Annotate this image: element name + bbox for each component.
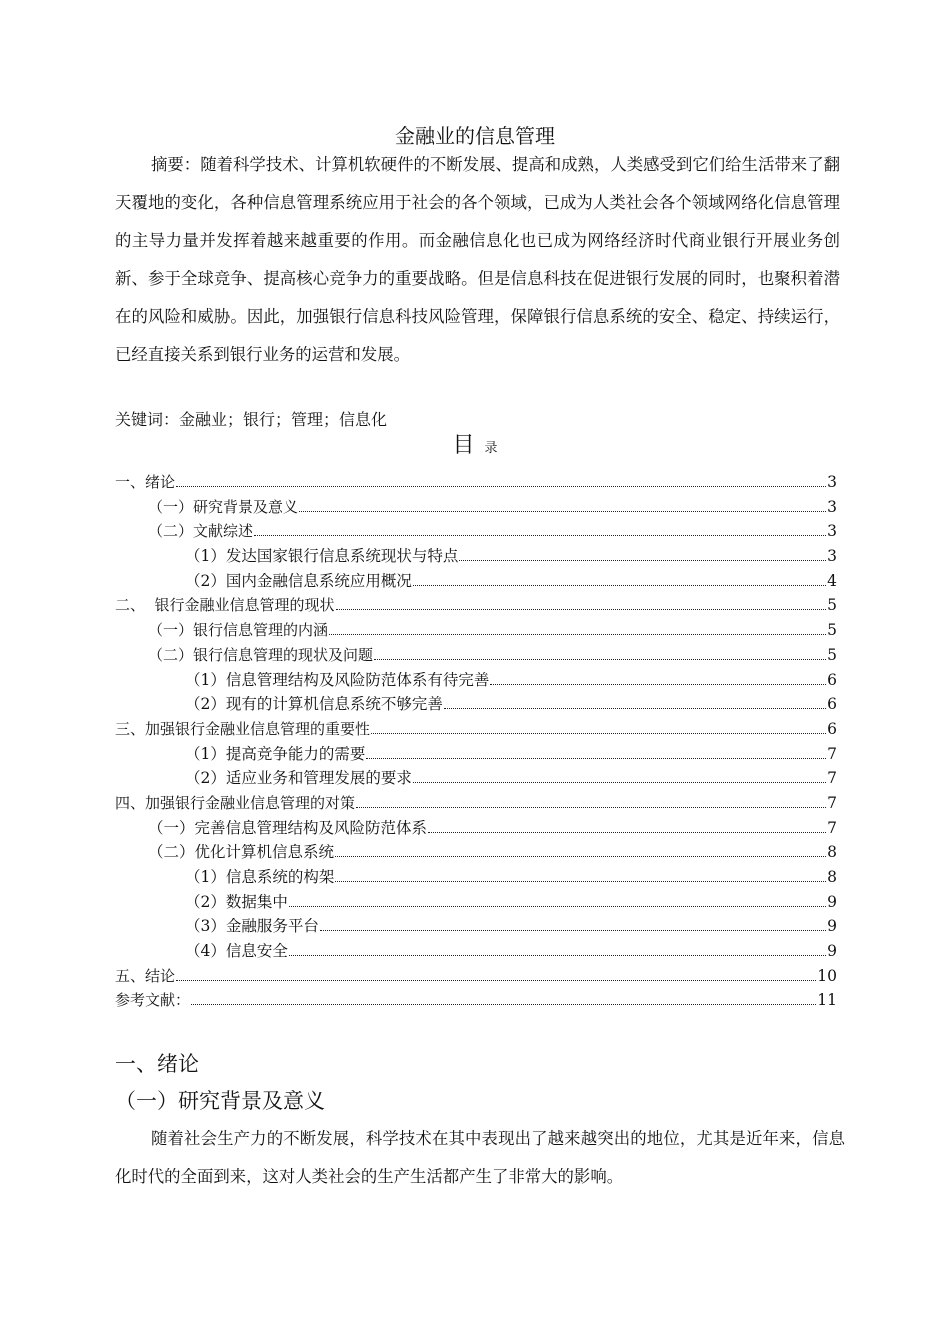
toc-entry[interactable]: （1）发达国家银行信息系统现状与特点 3 [185, 547, 837, 566]
toc-entry[interactable]: （2）适应业务和管理发展的要求 7 [185, 769, 837, 788]
toc-entry[interactable]: （2）数据集中 9 [185, 892, 837, 911]
section-heading: 一、绪论 [115, 1052, 199, 1076]
document-title: 金融业的信息管理 [395, 124, 555, 148]
toc-title-sub: 录 [484, 441, 498, 456]
toc-entry[interactable]: 二、 银行金融业信息管理的现状 5 [115, 596, 837, 615]
toc-entry[interactable]: （一）完善信息管理结构及风险防范体系 7 [148, 818, 837, 837]
toc-entry[interactable]: （二）银行信息管理的现状及问题 5 [148, 645, 837, 664]
toc-entry[interactable]: （4）信息安全 9 [185, 942, 837, 961]
toc-entry[interactable]: （1）提高竞争能力的需要 7 [185, 744, 837, 763]
toc-entry[interactable]: （一）研究背景及意义 3 [148, 497, 837, 516]
toc-title-main: 目 [452, 433, 475, 458]
toc-entry[interactable]: 三、加强银行金融业信息管理的重要性 6 [115, 719, 837, 738]
table-of-contents [115, 470, 837, 1013]
keywords-label: 关键词： [115, 410, 180, 429]
abstract-label: 摘要： [151, 155, 201, 174]
toc-entry[interactable]: （一）银行信息管理的内涵 5 [148, 621, 837, 640]
toc-entry[interactable]: （2）现有的计算机信息系统不够完善 6 [185, 695, 837, 714]
keywords-text: 金融业；银行；管理；信息化 [179, 410, 388, 429]
keywords-line [115, 408, 387, 432]
toc-entry[interactable]: （3）金融服务平台 9 [185, 917, 837, 936]
toc-entry[interactable]: 一、绪论 3 [115, 473, 837, 491]
toc-entry[interactable]: 五、结论 10 [115, 966, 837, 985]
abstract-paragraph [115, 146, 840, 374]
toc-entry[interactable]: 四、加强银行金融业信息管理的对策 7 [115, 793, 837, 812]
toc-entry[interactable]: （二）优化计算机信息系统 8 [148, 843, 837, 862]
toc-entry[interactable]: （1）信息系统的构架 8 [185, 868, 837, 886]
toc-entry[interactable]: （二）文献综述 3 [148, 522, 837, 541]
toc-entry[interactable]: 参考文献： 11 [115, 991, 837, 1010]
toc-title [0, 432, 950, 463]
abstract-text: 随着科学技术、计算机软硬件的不断发展、提高和成熟，人类感受到它们给生活带来了翻天覆地的变化，各种信息管理系统应用于社会的各个领域，已成为人类社会各个领域网络化信息管理的主导力量并发挥着越来越重要的作用。而金融信息化也已成为网络经济时代商业银行开展业务创新、参于全球竞争、提高核心竞争力的重要战略。但是信息科技在促进银行发展的同时，也聚积着潜在的风险和威胁。因此，加强银行信息科技风险管理，保障银行信息系统的安全、稳定、持续运行，已经直接关系到银行业务的运营和发展。 [115, 155, 841, 364]
toc-entry[interactable]: （1）信息管理结构及风险防范体系有待完善 6 [185, 670, 837, 689]
body-paragraph: 随着社会生产力的不断发展，科学技术在其中表现出了越来越突出的地位，尤其是近年来，信息化时代的全面到来，这对人类社会的生产生活都产生了非常大的影响。 [115, 1129, 845, 1186]
toc-entry[interactable]: （2）国内金融信息系统应用概况 4 [185, 571, 837, 590]
subsection-heading: （一）研究背景及意义 [115, 1089, 325, 1113]
